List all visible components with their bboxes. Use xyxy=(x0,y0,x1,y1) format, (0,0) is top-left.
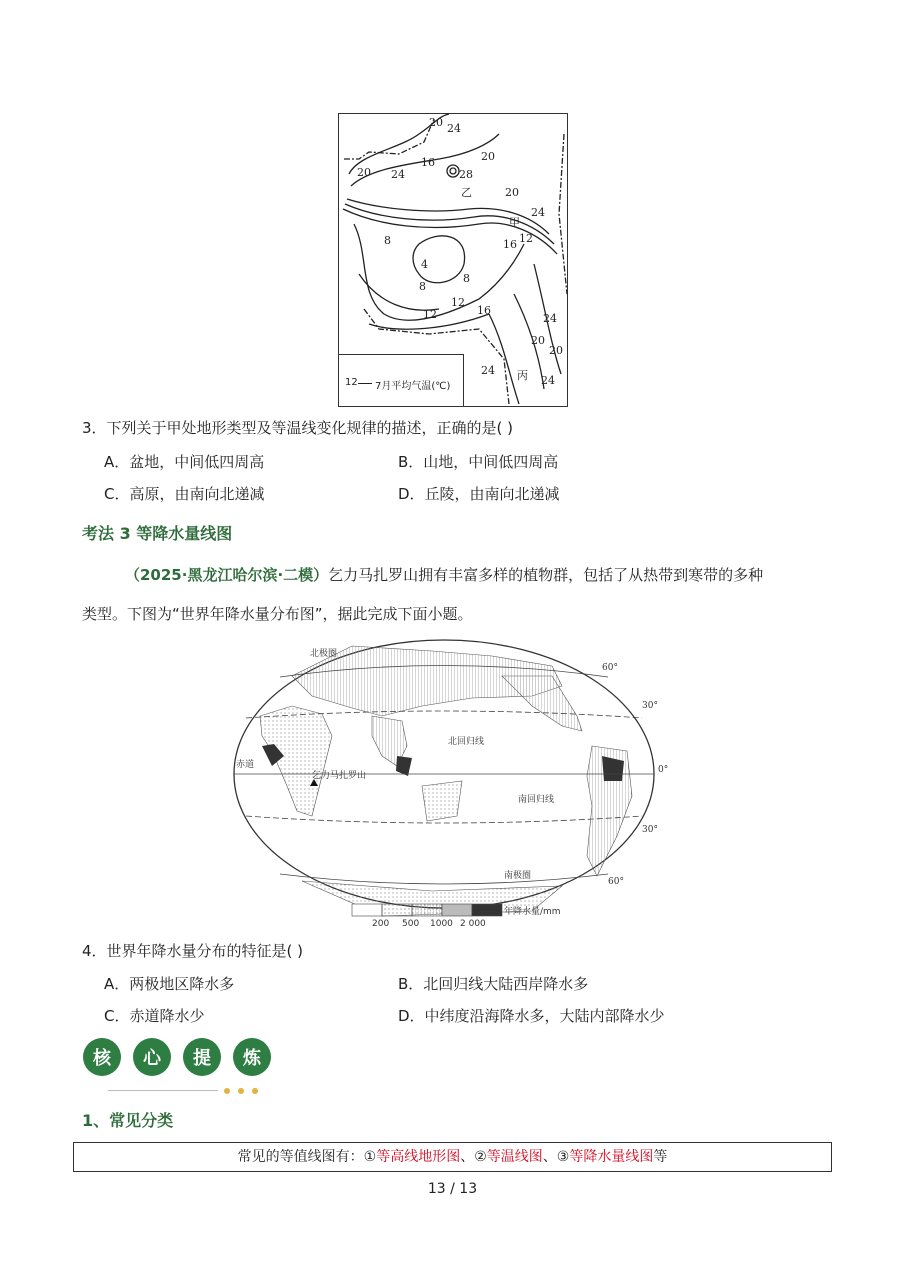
precipitation-map xyxy=(232,636,669,932)
contour-label: 8 xyxy=(419,280,426,293)
equator-label: 赤道 xyxy=(236,760,255,770)
badge-xin: 心 xyxy=(133,1038,171,1076)
option-d[interactable]: D．中纬度沿海降水多，大陆内部降水少 xyxy=(398,1007,665,1025)
box-num: ① xyxy=(363,1149,377,1165)
contour-label: 4 xyxy=(421,258,428,271)
contour-label: 24 xyxy=(447,122,461,135)
box-item: 等高线地形图 xyxy=(376,1149,461,1165)
contour-label: 20 xyxy=(357,166,371,179)
question-4: 4．世界年降水量分布的特征是( ) xyxy=(82,942,304,960)
option-b[interactable]: B．北回归线大陆西岸降水多 xyxy=(398,975,589,993)
isotherm-map xyxy=(338,113,568,407)
box-item: 等温线图 xyxy=(486,1149,543,1165)
precipitation-legend xyxy=(352,904,561,929)
contour-label: 16 xyxy=(503,238,517,251)
box-prefix: 常见的等值线图有： xyxy=(237,1149,364,1165)
box-sep: 、 xyxy=(542,1149,557,1165)
contour-label: 8 xyxy=(384,234,391,247)
option-c[interactable]: C．赤道降水少 xyxy=(104,1007,205,1025)
contour-label: 8 xyxy=(463,272,470,285)
antarctic-circle-label: 南极圈 xyxy=(504,871,532,881)
contour-label: 20 xyxy=(549,344,563,357)
lat-60s-label: 60° xyxy=(608,877,624,887)
contour-label: 24 xyxy=(543,312,557,325)
legend-value: 12 xyxy=(345,377,358,388)
contour-label: 12 xyxy=(423,308,437,321)
badge-underline xyxy=(108,1090,218,1091)
legend-tick: 2 000 xyxy=(460,919,486,929)
question-3: 3．下列关于甲处地形类型及等温线变化规律的描述，正确的是( ) xyxy=(82,419,514,437)
badge-ti: 提 xyxy=(183,1038,221,1076)
contour-label: 28 xyxy=(459,168,473,181)
contour-label: 20 xyxy=(481,150,495,163)
kilimanjaro-label: 乞力马扎罗山 xyxy=(312,771,367,781)
lat-30n-label: 30° xyxy=(642,701,658,711)
contour-label: 20 xyxy=(429,116,443,129)
box-num: ② xyxy=(474,1149,487,1165)
point-jia-label: 甲 xyxy=(509,216,520,229)
option-c[interactable]: C．高原，由南向北递减 xyxy=(104,485,265,503)
legend-tick: 500 xyxy=(402,919,420,929)
arctic-circle-label: 北极圈 xyxy=(310,649,338,659)
contour-label: 16 xyxy=(421,156,435,169)
isotherm-legend xyxy=(339,354,464,406)
lat-0-label: 0° xyxy=(658,765,669,775)
badge-he: 核 xyxy=(83,1038,121,1076)
page-number: 13 / 13 xyxy=(427,1181,478,1197)
legend-title: 年降水量/mm xyxy=(504,907,561,917)
contour-label: 24 xyxy=(481,364,495,377)
tropic-of-cancer-label: 北回归线 xyxy=(448,737,485,747)
precipitation-map-drawing xyxy=(232,636,669,932)
box-item: 等降水量线图 xyxy=(569,1149,654,1165)
contour-label: 20 xyxy=(531,334,545,347)
section-title: 考法 3 等降水量线图 xyxy=(82,524,233,543)
source-tag: （2025·黑龙江哈尔滨·二模） xyxy=(125,566,329,584)
decor-dot xyxy=(252,1088,258,1094)
contour-label: 24 xyxy=(541,374,555,387)
box-num: ③ xyxy=(556,1149,570,1165)
contour-label: 12 xyxy=(451,296,465,309)
decor-dot xyxy=(238,1088,244,1094)
decor-dot xyxy=(224,1088,230,1094)
contour-label: 24 xyxy=(391,168,405,181)
lat-30s-label: 30° xyxy=(642,825,658,835)
legend-tick: 200 xyxy=(372,919,390,929)
lat-60n-label: 60° xyxy=(602,663,618,673)
subsection-title: 1、常见分类 xyxy=(82,1111,174,1130)
point-bing-label: 丙 xyxy=(517,369,528,382)
point-yi-label: 乙 xyxy=(461,186,472,199)
intro-text-1: 乞力马扎罗山拥有丰富多样的植物群，包括了从热带到寒带的多种 xyxy=(328,566,764,584)
option-a[interactable]: A．两极地区降水多 xyxy=(104,975,235,993)
contour-label: 20 xyxy=(505,186,519,199)
badge-lian: 炼 xyxy=(233,1038,271,1076)
option-b[interactable]: B．山地，中间低四周高 xyxy=(398,453,559,471)
legend-tick: 1000 xyxy=(430,919,453,929)
box-sep: 、 xyxy=(460,1149,475,1165)
legend-text: 7月平均气温(℃) xyxy=(375,381,451,392)
contour-label: 24 xyxy=(531,206,545,219)
tropic-of-capricorn-label: 南回归线 xyxy=(518,795,555,805)
option-a[interactable]: A．盆地，中间低四周高 xyxy=(104,453,265,471)
box-suffix: 等 xyxy=(653,1149,668,1165)
summary-box xyxy=(73,1142,832,1172)
legend-line xyxy=(358,383,372,384)
contour-label: 16 xyxy=(477,304,491,317)
intro-line-2: 类型。下图为“世界年降水量分布图”，据此完成下面小题。 xyxy=(82,605,473,623)
contour-label: 12 xyxy=(519,232,533,245)
intro-line-1 xyxy=(125,564,763,585)
option-d[interactable]: D．丘陵，由南向北递减 xyxy=(398,485,560,503)
